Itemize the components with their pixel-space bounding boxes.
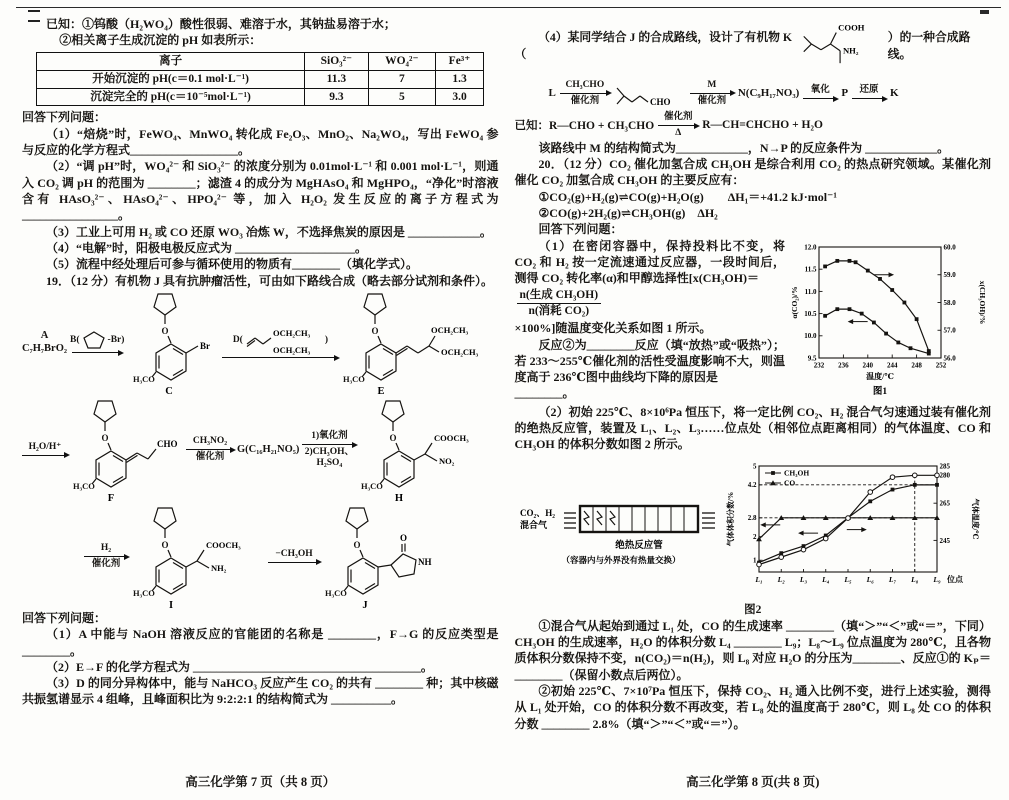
question-20-1-block — [515, 238, 992, 404]
svg-text:245: 245 — [939, 536, 951, 545]
fraction-denominator: n(消耗 CO₂) — [528, 304, 590, 317]
reaction-arrow-b — [70, 330, 124, 355]
svg-text:236: 236 — [838, 361, 849, 370]
reaction-arrow-hydrolysis — [22, 442, 68, 458]
table-row — [37, 88, 484, 106]
compound-n-formula: N(C₉H₁₇NO₃) — [737, 87, 800, 99]
svg-text:L₉: L₉ — [933, 574, 941, 584]
svg-text:L₆: L₆ — [866, 574, 875, 584]
svg-text:图1: 图1 — [872, 386, 888, 397]
reaction-arrow-d — [222, 325, 338, 360]
reaction-arrow-reduction — [852, 85, 886, 101]
figure-1 — [787, 238, 991, 404]
page-8 — [515, 16, 992, 792]
condition-label: 催化剂 — [195, 452, 225, 463]
carboxyl-label: COOH — [837, 22, 865, 33]
reaction-arrow-oxidation — [803, 85, 837, 101]
svg-text:L₅: L₅ — [844, 574, 852, 584]
svg-text:248: 248 — [911, 361, 922, 370]
row-begin-precip-label: 开始沉淀的 pH(c＝0.1 mol·L⁻¹) — [37, 70, 305, 88]
fraction-suffix: ×100%]随温度变化关系如图 1 所示。 — [514, 320, 712, 335]
condition-label: 氧化 — [810, 85, 830, 96]
svg-text:位点: 位点 — [947, 574, 964, 584]
known-reaction-right: R—CH=CHCHO + H₂O — [702, 119, 823, 132]
condition-label: H₂ — [100, 543, 112, 554]
inlet-gas-label: CO₂、H₂ — [520, 507, 556, 518]
page-7 — [22, 16, 499, 792]
synthesis-row-1 — [22, 290, 499, 396]
svg-text:L₃: L₃ — [800, 574, 808, 584]
question-20-1-body: 反应②为________反应（填“放热”或“吸热”）；若 233～255℃催化剂的活性受温度影响不大，则温度高于 236℃图中曲线均下降的原因是 — [514, 337, 785, 385]
structure-F — [71, 397, 183, 503]
ethoxy-label: OCH₂CH₃ — [272, 345, 311, 356]
compound-c-label: C — [165, 385, 174, 397]
question-18-2: （2）“调 pH”时，WO₄²⁻ 和 SiO₃²⁻ 的浓度分别为 0.01mol·L⁻¹ 和 0.001 mol·L⁻¹，则通入 CO₂ 调 pH 的范围为 ________；滤渣 4 的成分为 MgHAsO₄ 和 MgHPO₄，“净化”时溶液含有 HAsO₃²⁻、HAsO₄²⁻、HPO₄²⁻ 等，加入 H₂O₂ 发生反应的离子方程式为________________。 — [22, 159, 499, 223]
amine-label: NH₂ — [842, 45, 859, 56]
compound-l-label: L — [548, 87, 556, 99]
structure-C — [127, 290, 219, 396]
compound-a-label: A — [40, 330, 49, 342]
cell-value: 1.3 — [435, 70, 483, 88]
aldehyde-label: CHO — [157, 438, 178, 449]
reagent-d-open: D( — [232, 334, 243, 345]
answer-prompt-18: 回答下列问题： — [22, 110, 107, 125]
question-18-1: （1）“焙烧”时，FeWO₄、MnWO₄ 转化成 Fe₂O₃、MnO₂、Na₂WO₄，写出 FeWO₄ 参与反应的化学方程式__________________。 — [22, 126, 499, 158]
scan-top-rule — [16, 7, 1001, 8]
condition-label: 催化剂 — [570, 95, 600, 106]
reagent-d-close: ) — [324, 334, 329, 345]
svg-text:244: 244 — [886, 361, 898, 370]
condition-label: CH₃NO₂ — [192, 436, 228, 447]
cell-value: 9.3 — [304, 88, 368, 106]
question-20-1-text — [515, 238, 786, 404]
svg-text:2.8: 2.8 — [748, 513, 757, 522]
scan-mark-right — [980, 10, 989, 14]
compound-j-label: J — [362, 599, 368, 611]
ester-label: COOCH₃ — [206, 539, 241, 550]
precipitation-ph-table — [36, 52, 484, 107]
structure-I — [131, 504, 265, 610]
compound-g-formula: G(C₁₆H₂₁NO₅) — [237, 444, 300, 456]
svg-text:60.0: 60.0 — [943, 243, 956, 252]
svg-text:2: 2 — [753, 532, 757, 541]
question-20-2-sub1: ①混合气从起始到通过 L₁ 处，CO 的生成速率 ________（填“＞”“＜”或“＝”，下同）CH₃OH 的生成速率，H₂O 的体积分数 L₄ ________ L₉；L₈～L₉ 位点温度为 280℃，且各物质体积分数保持不变，n(CO₂)＝n(H₂)，则 L₈ 对应 H₂O 的分压为________、反应①的 Kₚ＝ ________（保留小数点后两位）。 — [514, 618, 991, 682]
adiabatic-reactor-apparatus — [518, 482, 723, 574]
svg-text:57.0: 57.0 — [943, 326, 956, 335]
cell-value: 5 — [368, 88, 435, 106]
reaction-arrow-cyclization — [268, 549, 320, 565]
svg-text:L₇: L₇ — [889, 574, 897, 584]
compound-A — [22, 330, 67, 355]
question-20-1-blank: ________。 — [514, 386, 575, 401]
svg-text:56.0: 56.0 — [943, 354, 956, 363]
svg-text:10.5: 10.5 — [804, 309, 817, 318]
question-19-1: （1）A 中能与 NaOH 溶液反应的官能团的名称是 ________，F→G 的反应类型是________。 — [22, 627, 499, 658]
question-19-4 — [515, 17, 992, 73]
reaction-arrow-known — [658, 112, 698, 139]
ethoxy-label: OCH₂CH₃ — [431, 324, 469, 335]
svg-text:11.0: 11.0 — [804, 287, 817, 296]
svg-text:x(CH₃OH)/%: x(CH₃OH)/% — [978, 280, 987, 324]
table-header-sio3: SiO₃²⁻ — [304, 52, 368, 70]
condition-label: H₂O/H⁺ — [28, 441, 62, 452]
ester-label: COOCH₃ — [434, 432, 470, 443]
reaction-arrow-m — [690, 80, 734, 107]
svg-text:11.5: 11.5 — [804, 265, 817, 274]
structure-H — [359, 397, 493, 503]
structure-E — [341, 290, 491, 396]
reactor-tube-note: （容器内与外界没有热量交换） — [561, 554, 681, 565]
compound-k-label: K — [890, 87, 899, 99]
table-header-wo4: WO₄²⁻ — [368, 52, 435, 70]
reagent-b-open: B( — [70, 334, 80, 345]
structure-J — [323, 504, 449, 610]
compound-f-label: F — [107, 492, 115, 504]
ethoxy-label: OCH₂CH₃ — [441, 346, 479, 357]
inlet-gas-label-2: 混合气 — [520, 519, 548, 530]
svg-text:气体温度/℃: 气体温度/℃ — [971, 498, 981, 540]
svg-text:4.2: 4.2 — [748, 480, 757, 489]
reaction-arrow-hydrogenation — [84, 543, 128, 570]
page-7-footer: 高三化学第 7 页（共 8 页） — [185, 775, 336, 789]
cell-value: 7 — [368, 70, 435, 88]
structure-enal — [614, 76, 686, 110]
reagent-b-close: -Br) — [107, 334, 125, 345]
svg-text:温度/℃: 温度/℃ — [866, 371, 894, 381]
condition-label: Δ — [675, 127, 682, 138]
question-20-1-intro: （1）在密闭容器中，保持投料比不变，将 CO₂ 和 H₂ 按一定流速通过反应器，一段时间后，测得 CO₂ 转化率(α)和甲醇选择性[x(CH₃OH)＝ — [514, 238, 785, 286]
synthesis-row-3 — [84, 504, 499, 610]
equation-1: ①CO₂(g)+H₂(g)⇌CO(g)+H₂O(g) ΔH₁＝+41.2 kJ·mol⁻¹ — [538, 189, 837, 204]
catalyst-zigzag-marks — [584, 511, 615, 525]
cyclopentane-icon — [81, 330, 107, 350]
known-reaction-left: 已知：R—CHO + CH₃CHO — [514, 120, 655, 133]
equation-2: ②CO(g)+2H₂(g)⇌CH₃OH(g) ΔH₂ — [538, 206, 718, 221]
ethoxy-label: OCH₂CH₃ — [272, 328, 311, 339]
svg-text:α(CO₂)/%: α(CO₂)/% — [790, 286, 799, 319]
svg-text:9.5: 9.5 — [807, 354, 817, 363]
aldehyde-label: CHO — [649, 97, 671, 107]
condition-label: 1)氧化剂 — [311, 430, 348, 441]
condition-label: 催化剂 — [663, 112, 693, 122]
question-19-intro: 19．（12 分）有机物 J 具有抗肿瘤活性，可由如下路线合成（略去部分试剂和条件）。 — [46, 273, 494, 288]
reaction-arrow-oxidation-esterification — [302, 431, 356, 469]
question-20-intro: 20．（12 分）CO₂ 催化加氢合成 CH₃OH 是综合利用 CO₂ 的热点研究领域。某催化剂催化 CO₂ 加氢合成 CH₃OH 的主要反应有： — [514, 157, 991, 188]
carbonyl-o-label: O — [399, 532, 408, 543]
reaction-arrow-nitromethane — [186, 436, 234, 463]
svg-text:L₄: L₄ — [822, 574, 830, 584]
vinyl-acetal-icon — [244, 325, 324, 355]
question-20-2-intro: （2）初始 225℃、8×10⁶Pa 恒压下，将一定比例 CO₂、H₂ 混合气匀速通过装有催化剂的绝热反应管，装置及 L₁、L₂、L₃……位点处（相邻位点距离相同）的气体温度、CO 和 CH₃OH 的体积分数如图 2 所示。 — [514, 404, 991, 452]
cell-value: 3.0 — [435, 88, 483, 106]
compound-e-label: E — [377, 385, 385, 397]
question-19-4-text: （4）某同学结合 J 的合成路线，设计了有机物 K（ — [514, 30, 793, 61]
condition-label: 2)CH₃OH、 — [304, 446, 355, 457]
reaction-arrow-aldol — [560, 80, 610, 107]
synthesis-route-K — [549, 76, 992, 110]
compound-h-label: H — [395, 492, 404, 504]
svg-text:10.0: 10.0 — [804, 331, 817, 340]
answer-prompt-20: 回答下列问题： — [538, 222, 623, 237]
amide-nh-label: NH — [418, 556, 432, 567]
svg-text:280: 280 — [939, 471, 951, 480]
known-line-2: ②相关离子生成沉淀的 pH 如表所示： — [59, 33, 262, 48]
row-complete-precip-label: 沉淀完全的 pH(c＝10⁻⁵mol·L⁻¹) — [37, 88, 305, 106]
question-18-4: （4）“电解”时，阳极电极反应式为 ____________________。 — [46, 240, 368, 255]
known-aldol-condensation — [515, 112, 992, 139]
page-8-footer: 高三化学第 8 页(共 8 页) — [686, 775, 820, 789]
question-19-2: （2）E→F 的化学方程式为 ______________________________________。 — [46, 659, 433, 674]
svg-text:CH₃OH: CH₃OH — [784, 468, 810, 478]
figure-2 — [725, 455, 987, 601]
condition-label: CH₃CHO — [565, 79, 605, 90]
svg-text:1: 1 — [753, 556, 757, 565]
structure-K — [798, 17, 886, 73]
table-header-ion: 离子 — [37, 52, 305, 70]
question-20-2-sub2: ②初始 225℃、7×10⁷Pa 恒压下，保持 CO₂、H₂ 通入比例不变，进行上述实验，测得从 L₁ 处开始，CO 的体积分数不再改变，若 L₈ 处的温度高于 280℃，则 L₈ 处 CO 的体积分数 ________ 2.8%（填“＞”“＜”或“＝”）。 — [514, 683, 991, 731]
svg-text:5: 5 — [753, 462, 757, 471]
answer-prompt-19: 回答下列问题： — [22, 610, 107, 625]
condition-label: −CH₃OH — [275, 548, 313, 559]
compound-i-label: I — [168, 599, 174, 611]
question-18-5: （5）流程中经处理后可参与循环使用的物质有________（填化学式）。 — [46, 257, 419, 272]
svg-text:252: 252 — [935, 361, 947, 370]
question-19-3: （3）D 的同分异构体中，能与 NaHCO₃ 反应产生 CO₂ 的共有 ________ 种；其中核磁共振氢谱显示 4 组峰，且峰面积比为 9:2:2:1 的结构简式为 __________。 — [22, 676, 499, 707]
question-19-4-m-line: 该路线中 M 的结构简式为____________，N→P 的反应条件为 ____________。 — [538, 140, 950, 155]
figure-2-row — [515, 455, 992, 601]
question-18-3: （3）工业上可用 H₂ 或 CO 还原 WO₃ 冶炼 W，不选择焦炭的原因是 ____________。 — [46, 224, 492, 239]
compound-p-label: P — [841, 87, 849, 99]
condition-label: 催化剂 — [697, 95, 727, 106]
svg-text:58.0: 58.0 — [943, 298, 956, 307]
selectivity-fraction — [517, 288, 602, 319]
table-row — [37, 70, 484, 88]
condition-label: 催化剂 — [91, 559, 121, 570]
svg-text:L₈: L₈ — [911, 574, 919, 584]
selectivity-fraction-line — [515, 288, 786, 336]
amine-label: NH₂ — [211, 562, 227, 573]
nitro-label: NO₂ — [439, 455, 455, 466]
fraction-numerator: n(生成 CH₃OH) — [517, 288, 602, 304]
compound-a-formula: C₇H₇BrO₂ — [22, 342, 68, 354]
cell-value: 11.3 — [304, 70, 368, 88]
bromo-label: Br — [200, 340, 211, 351]
known-line-1: 已知：①钨酸（H₂WO₄）酸性很弱、难溶于水，其钠盐易溶于水； — [46, 17, 396, 31]
svg-text:240: 240 — [862, 361, 874, 370]
synthesis-row-2 — [22, 397, 499, 503]
condition-label: 还原 — [859, 85, 879, 96]
svg-text:气体体积分数/%: 气体体积分数/% — [726, 491, 736, 546]
svg-text:59.0: 59.0 — [943, 270, 956, 279]
figure-2-caption: 图2 — [744, 603, 762, 616]
question-19-4-text-end: ）的一种合成路线。 — [887, 30, 971, 61]
svg-text:12.0: 12.0 — [804, 243, 817, 252]
svg-text:L₁: L₁ — [755, 574, 763, 584]
reactor-tube-label: 绝热反应管 — [615, 540, 664, 551]
svg-text:L₂: L₂ — [777, 574, 786, 584]
condition-label: M — [707, 79, 717, 90]
condition-label: H₂SO₄ — [316, 457, 343, 468]
svg-text:232: 232 — [813, 361, 825, 370]
svg-text:285: 285 — [939, 462, 951, 471]
svg-text:CO: CO — [784, 478, 796, 488]
table-header-fe3: Fe³⁺ — [435, 52, 483, 70]
svg-text:265: 265 — [939, 499, 951, 508]
